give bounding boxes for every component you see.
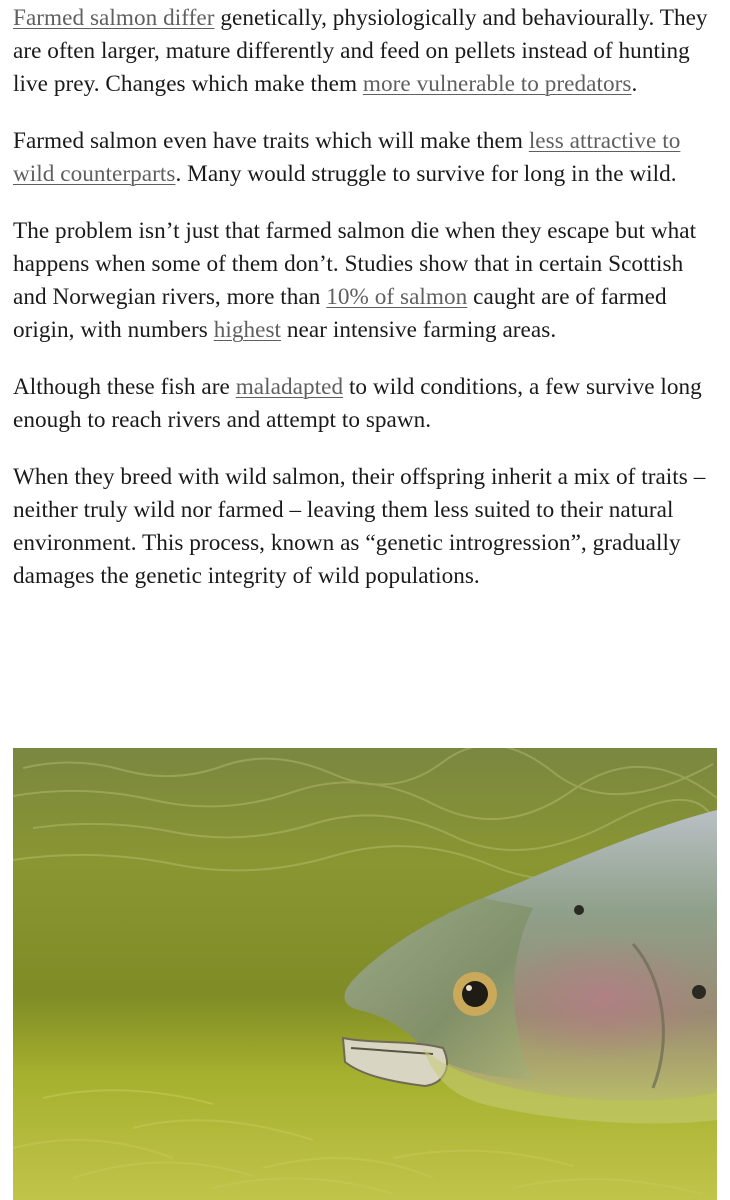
salmon-underwater-photo — [13, 748, 717, 1200]
paragraph — [13, 2, 721, 101]
text-span: genetically, physiologically and behaviourally. They are often larger, mature differently and feed on pellets instead of hunting live prey. Changes which make them — [13, 5, 708, 97]
link-less-attractive-to-wild-counterparts[interactable]: less attractive to wild counterparts — [13, 128, 681, 187]
text-span: . — [631, 71, 638, 97]
text-span: When they breed with wild salmon, their offspring inherit a mix of traits – neither truly wild nor farmed – leaving them less suited to their natural environment. This process, known as “genetic introgression”, gradually damages the genetic integrity of wild populations. — [13, 464, 706, 589]
paragraph — [13, 215, 721, 347]
link-maladapted[interactable]: maladapted — [235, 374, 344, 400]
text-span: caught are of farmed origin, with numbers — [13, 284, 667, 343]
salmon-illustration — [13, 748, 717, 1200]
text-span: near intensive farming areas. — [281, 317, 557, 343]
text-span: Although these fish are — [13, 374, 236, 400]
link-farmed-salmon-differ[interactable]: Farmed salmon differ — [13, 5, 215, 31]
text-span: The problem isn’t just that farmed salmon die when they escape but what happens when some of them don’t. Studies show that in certain Scottish and Norwegian rivers, more than — [13, 218, 697, 310]
paragraph — [13, 371, 721, 437]
article-body — [13, 2, 721, 617]
paragraph — [13, 125, 721, 191]
text-span: Farmed salmon even have traits which will make them — [13, 128, 529, 154]
paragraph — [13, 461, 721, 593]
link-10-percent-of-salmon[interactable]: 10% of salmon — [326, 284, 468, 310]
link-more-vulnerable-to-predators[interactable]: more vulnerable to predators — [362, 71, 632, 97]
text-span: to wild conditions, a few survive long enough to reach rivers and attempt to spawn. — [13, 374, 702, 433]
text-span: . Many would struggle to survive for long in the wild. — [175, 161, 677, 187]
link-highest[interactable]: highest — [213, 317, 282, 343]
